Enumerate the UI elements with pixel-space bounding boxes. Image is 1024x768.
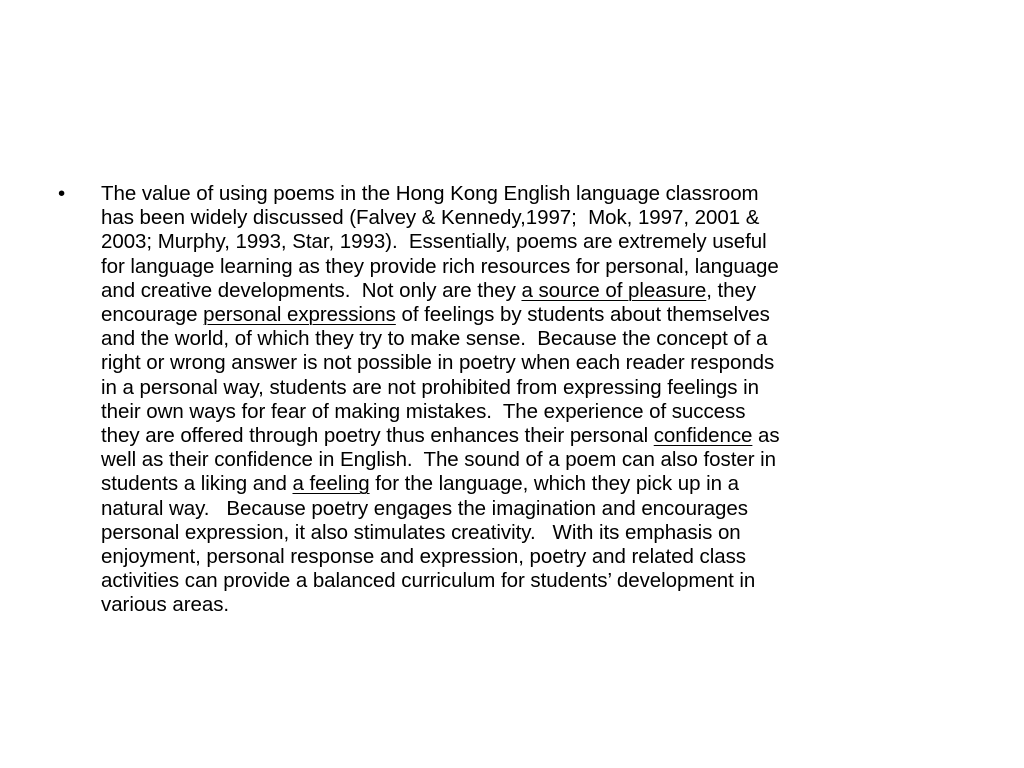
underlined-phrase-confidence: confidence	[653, 424, 753, 448]
paragraph-line: enjoyment, personal response and expression, poetry and related class	[101, 545, 746, 569]
text-run: and creative developments. Not only are they	[101, 278, 522, 302]
text-run: as	[752, 424, 780, 448]
paragraph-line: well as their confidence in English. The sound of a poem can also foster in	[101, 448, 776, 472]
paragraph-line	[101, 279, 967, 303]
paragraph-line: 2003; Murphy, 1993, Star, 1993). Essentially, poems are extremely useful	[101, 230, 767, 254]
underlined-phrase-source-of-pleasure: a source of pleasure	[521, 278, 707, 302]
paragraph-line: for language learning as they provide rich resources for personal, language	[101, 254, 779, 278]
text-run: for the language, which they pick up in a	[369, 472, 739, 496]
bullet-icon: •	[58, 182, 66, 205]
paragraph-line	[101, 303, 967, 327]
underlined-phrase-a-feeling: a feeling	[292, 472, 370, 496]
body-paragraph	[101, 182, 967, 618]
paragraph-line: natural way. Because poetry engages the imagination and encourages	[101, 496, 748, 520]
text-run: students a liking and	[101, 472, 293, 496]
paragraph-line: right or wrong answer is not possible in poetry when each reader responds	[101, 351, 775, 375]
underlined-phrase-personal-expressions: personal expressions	[203, 303, 396, 327]
text-run: encourage	[101, 303, 204, 327]
paragraph-line: personal expression, it also stimulates creativity. With its emphasis on	[101, 520, 741, 544]
paragraph-line: their own ways for fear of making mistakes. The experience of success	[101, 399, 746, 423]
paragraph-line	[101, 472, 967, 496]
paragraph-line: The value of using poems in the Hong Kong English language classroom	[101, 182, 759, 205]
text-run: they are offered through poetry thus enhances their personal	[101, 424, 654, 448]
paragraph-line: has been widely discussed (Falvey & Kennedy,1997; Mok, 1997, 2001 &	[101, 206, 760, 230]
paragraph-line: and the world, of which they try to make sense. Because the concept of a	[101, 327, 768, 351]
paragraph-line: in a personal way, students are not prohibited from expressing feelings in	[101, 375, 759, 399]
text-run: of feelings by students about themselves	[395, 303, 770, 327]
paragraph-line	[101, 424, 967, 448]
text-run: , they	[706, 278, 757, 302]
paragraph-line: activities can provide a balanced curriculum for students’ development in	[101, 569, 756, 593]
paragraph-line: various areas.	[101, 593, 230, 617]
